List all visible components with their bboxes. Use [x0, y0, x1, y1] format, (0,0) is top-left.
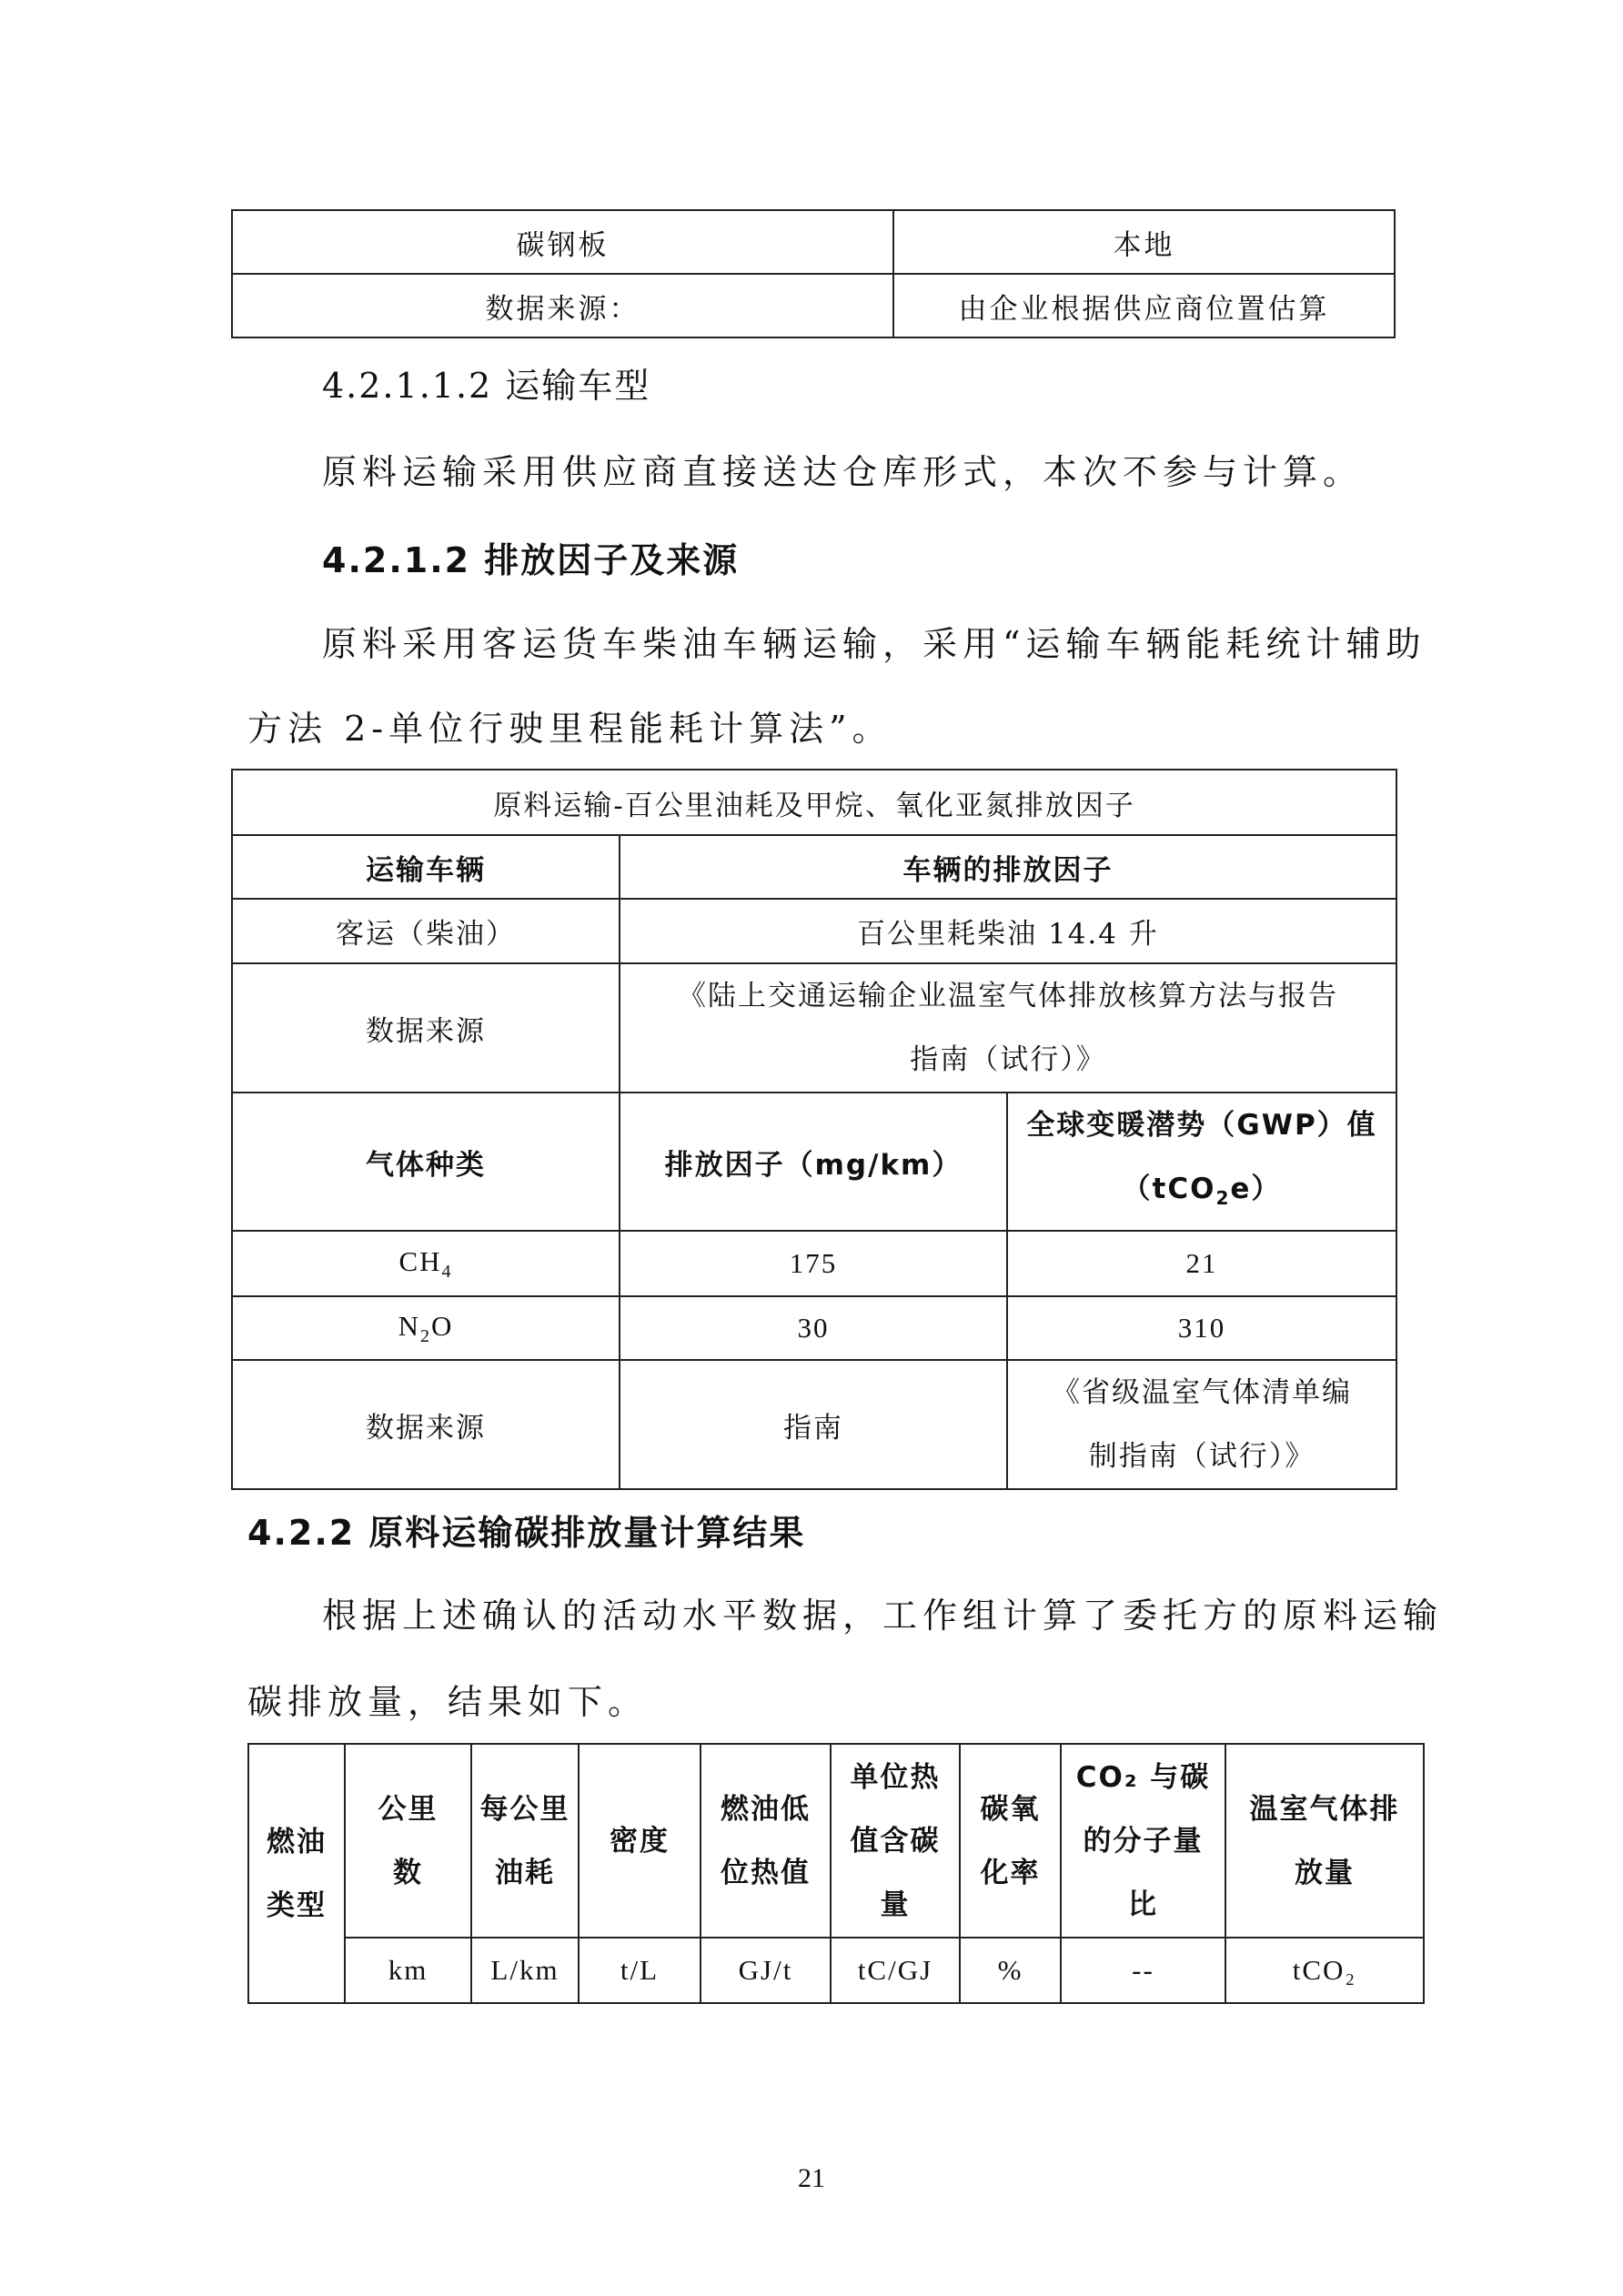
unit-cell: t/L	[579, 1938, 701, 2003]
top-table	[231, 209, 1396, 338]
table-header-cell: 气体种类	[232, 1093, 620, 1231]
table-row	[232, 210, 1395, 274]
gas-name-cell: $CH_4$	[232, 1231, 620, 1296]
table-title-cell: 原料运输-百公里油耗及甲烷、氧化亚氮排放因子	[232, 770, 1396, 835]
emission-factor-table	[231, 769, 1397, 1490]
table-row	[232, 1231, 1396, 1296]
table-header-cell: 燃油 类型	[248, 1744, 345, 2003]
table-row	[232, 1093, 1396, 1231]
unit-cell: --	[1061, 1938, 1225, 2003]
source-line: 制指南（试行）》	[1088, 1440, 1316, 1474]
table-header-cell: 车辆的排放因子	[620, 835, 1396, 899]
table-header-cell: 碳氧 化率	[960, 1744, 1061, 1938]
table-row	[232, 835, 1396, 899]
table-cell: 数据来源	[232, 963, 620, 1093]
paragraph-results-line2: 碳排放量，结果如下。	[247, 1682, 649, 1722]
table-cell: 指南	[620, 1360, 1007, 1489]
gwp-header-line: 全球变暖潜势（GWP）值	[1026, 1109, 1377, 1142]
subsection-heading-4-2-1-1-2: 4.2.1.1.2 运输车型	[322, 366, 651, 406]
paragraph-emission-factor-line1: 原料采用客运货车柴油车辆运输，采用“运输车辆能耗统计辅助	[322, 624, 1426, 664]
table-header-cell: 温室气体排 放量	[1225, 1744, 1424, 1938]
table-header-cell: 燃油低 位热值	[701, 1744, 831, 1938]
unit-cell: L/km	[471, 1938, 579, 2003]
source-line: 《陆上交通运输企业温室气体排放核算方法与报告	[678, 980, 1338, 1012]
table-row	[232, 899, 1396, 963]
source-line: 指南（试行）》	[910, 1043, 1106, 1076]
table-row	[248, 1744, 1424, 1938]
table-cell: 175	[620, 1231, 1007, 1296]
unit-cell: %	[960, 1938, 1061, 2003]
table-cell: 由企业根据供应商位置估算	[893, 274, 1395, 337]
table-row	[232, 963, 1396, 1093]
unit-cell: km	[345, 1938, 471, 2003]
gas-name-cell: $N_2O$	[232, 1296, 620, 1360]
unit-cell: tCO₂	[1225, 1938, 1424, 2003]
table-cell: 21	[1007, 1231, 1396, 1296]
unit-cell: tC/GJ	[831, 1938, 960, 2003]
table-header-cell	[1007, 1093, 1396, 1231]
table-header-cell: 单位热 值含碳 量	[831, 1744, 960, 1938]
unit-cell: GJ/t	[701, 1938, 831, 2003]
paragraph-emission-factor-line2: 方法 2-单位行驶里程能耗计算法”。	[247, 709, 892, 749]
table-cell: 本地	[893, 210, 1395, 274]
table-header-cell: CO₂ 与碳 的分子量 比	[1061, 1744, 1225, 1938]
paragraph-results-line1: 根据上述确认的活动水平数据，工作组计算了委托方的原料运输	[322, 1596, 1444, 1636]
subsection-heading-4-2-1-2: 4.2.1.2 排放因子及来源	[322, 540, 740, 580]
result-table	[247, 1743, 1425, 2004]
table-row	[232, 1296, 1396, 1360]
table-cell: 数据来源	[232, 1360, 620, 1489]
table-header-cell: 每公里 油耗	[471, 1744, 579, 1938]
paragraph-transport-vehicle: 原料运输采用供应商直接送达仓库形式，本次不参与计算。	[322, 452, 1364, 492]
table-row	[232, 274, 1395, 337]
table-cell	[620, 963, 1396, 1093]
page-number: 21	[798, 2163, 825, 2193]
table-row	[232, 1360, 1396, 1489]
source-line: 《省级温室气体清单编	[1052, 1376, 1352, 1410]
table-cell	[1007, 1360, 1396, 1489]
gwp-header-line: （tCO$_2$e）	[1122, 1173, 1282, 1210]
table-header-cell: 公里 数	[345, 1744, 471, 1938]
table-cell: 碳钢板	[232, 210, 893, 274]
table-cell: 客运（柴油）	[232, 899, 620, 963]
table-cell: 数据来源：	[232, 274, 893, 337]
table-header-cell: 排放因子（mg/km）	[620, 1093, 1007, 1231]
table-row	[248, 1938, 1424, 2003]
table-cell: 30	[620, 1296, 1007, 1360]
section-heading-4-2-2: 4.2.2 原料运输碳排放量计算结果	[247, 1513, 806, 1553]
table-row	[232, 770, 1396, 835]
table-header-cell: 密度	[579, 1744, 701, 1938]
table-cell: 310	[1007, 1296, 1396, 1360]
table-cell: 百公里耗柴油 14.4 升	[620, 899, 1396, 963]
table-header-cell: 运输车辆	[232, 835, 620, 899]
